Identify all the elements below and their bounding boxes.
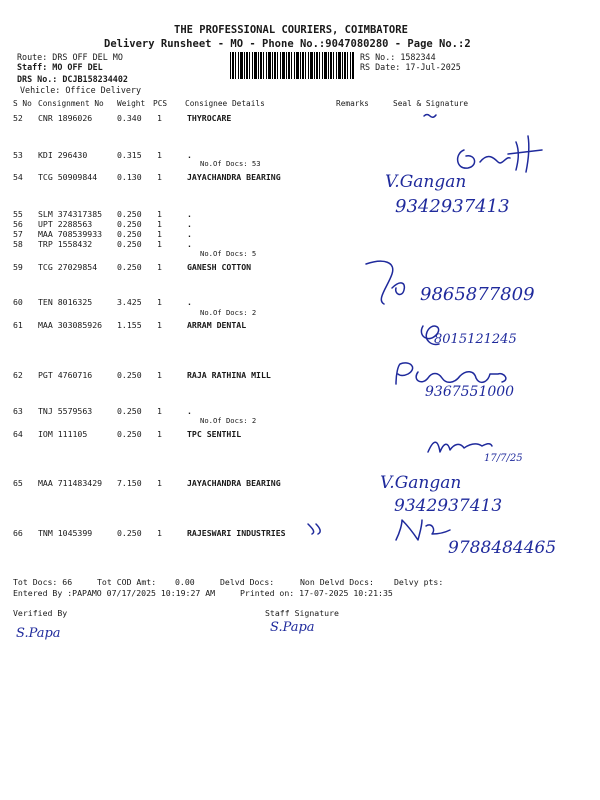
total-cod-label: Tot COD Amt: bbox=[97, 577, 157, 587]
row-pcs: 1 bbox=[157, 297, 162, 307]
row-pcs: 1 bbox=[157, 262, 162, 272]
row-sno: 62 bbox=[13, 370, 23, 380]
row-docs-count: No.Of Docs: 53 bbox=[200, 159, 261, 168]
row-sno: 65 bbox=[13, 478, 23, 488]
row-pcs: 1 bbox=[157, 229, 162, 239]
row-sno: 55 bbox=[13, 209, 23, 219]
delivered-docs: Delvd Docs: bbox=[220, 577, 275, 587]
row-sno: 59 bbox=[13, 262, 23, 272]
verified-by-label: Verified By bbox=[13, 608, 68, 618]
row-pcs: 1 bbox=[157, 239, 162, 249]
row-consignment: IOM 111105 bbox=[38, 429, 88, 439]
row-sno: 60 bbox=[13, 297, 23, 307]
row-docs-count: No.Of Docs: 2 bbox=[200, 308, 257, 317]
row-consignee: TPC SENTHIL bbox=[187, 429, 242, 439]
row-weight: 0.250 bbox=[117, 429, 142, 439]
row-consignment: TCG 50909844 bbox=[38, 172, 98, 182]
row-consignment: TCG 27029854 bbox=[38, 262, 98, 272]
verified-signature: S.Papa bbox=[16, 626, 61, 641]
handwritten-phone: 9788484465 bbox=[448, 538, 557, 558]
row-pcs: 1 bbox=[157, 429, 162, 439]
row-weight: 3.425 bbox=[117, 297, 142, 307]
row-consignee: THYROCARE bbox=[187, 113, 232, 123]
total-cod-amount: 0.00 bbox=[175, 577, 195, 587]
row-consignee: GANESH COTTON bbox=[187, 262, 252, 272]
row-consignee: ARRAM DENTAL bbox=[187, 320, 247, 330]
row-consignee: . bbox=[187, 239, 192, 249]
row-weight: 0.250 bbox=[117, 370, 142, 380]
signature-row-53 bbox=[450, 132, 560, 177]
row-sno: 53 bbox=[13, 150, 23, 160]
staff-signature: S.Papa bbox=[270, 620, 315, 635]
row-consignee: . bbox=[187, 297, 192, 307]
row-pcs: 1 bbox=[157, 150, 162, 160]
row-weight: 0.340 bbox=[117, 113, 142, 123]
col-remarks: Remarks bbox=[336, 99, 369, 108]
row-consignment: MAA 303085926 bbox=[38, 320, 103, 330]
row-weight: 0.250 bbox=[117, 262, 142, 272]
row-consignment: UPT 2288563 bbox=[38, 219, 93, 229]
row-weight: 0.250 bbox=[117, 406, 142, 416]
delivery-points: Delvy pts: bbox=[394, 577, 444, 587]
runsheet-subtitle: Delivery Runsheet - MO - Phone No.:9047080280 - Page No.:2 bbox=[104, 38, 471, 50]
handwritten-phone: 8015121245 bbox=[434, 332, 517, 347]
row-docs-count: No.Of Docs: 5 bbox=[200, 249, 257, 258]
row-pcs: 1 bbox=[157, 209, 162, 219]
row-docs-count: No.Of Docs: 2 bbox=[200, 416, 257, 425]
route-text: Route: DRS OFF DEL MO bbox=[17, 52, 123, 62]
row-weight: 0.250 bbox=[117, 229, 142, 239]
row-consignee: . bbox=[187, 150, 192, 160]
rs-number: RS No.: 1582344 bbox=[360, 52, 436, 62]
handwritten-date: 17/7/25 bbox=[484, 453, 523, 464]
row-weight: 7.150 bbox=[117, 478, 142, 488]
row-consignment: SLM 374317385 bbox=[38, 209, 103, 219]
row-pcs: 1 bbox=[157, 406, 162, 416]
row-sno: 52 bbox=[13, 113, 23, 123]
row-pcs: 1 bbox=[157, 478, 162, 488]
row-consignee: JAYACHANDRA BEARING bbox=[187, 478, 281, 488]
row-pcs: 1 bbox=[157, 320, 162, 330]
row-sno: 56 bbox=[13, 219, 23, 229]
barcode bbox=[230, 52, 354, 79]
handwritten-phone: 9367551000 bbox=[425, 384, 515, 400]
row-consignee: . bbox=[187, 406, 192, 416]
row-sno: 61 bbox=[13, 320, 23, 330]
row-weight: 0.250 bbox=[117, 528, 142, 538]
row-consignee: . bbox=[187, 229, 192, 239]
ink-mark bbox=[422, 112, 442, 122]
row-consignment: TRP 1558432 bbox=[38, 239, 93, 249]
handwritten-phone: 9342937413 bbox=[394, 496, 503, 516]
row-sno: 66 bbox=[13, 528, 23, 538]
handwritten-phone: 9865877809 bbox=[420, 284, 535, 305]
row-sno: 54 bbox=[13, 172, 23, 182]
row-pcs: 1 bbox=[157, 370, 162, 380]
row-pcs: 1 bbox=[157, 172, 162, 182]
entered-by: Entered By :PAPAMO 07/17/2025 10:19:27 AM bbox=[13, 588, 216, 598]
row-pcs: 1 bbox=[157, 219, 162, 229]
row-consignee: . bbox=[187, 219, 192, 229]
row-sno: 58 bbox=[13, 239, 23, 249]
row-weight: 0.250 bbox=[117, 219, 142, 229]
row-weight: 0.250 bbox=[117, 239, 142, 249]
company-title: THE PROFESSIONAL COURIERS, COIMBATORE bbox=[174, 24, 408, 36]
staff-signature-label: Staff Signature bbox=[265, 608, 339, 618]
row-consignee: RAJA RATHINA MILL bbox=[187, 370, 271, 380]
row-consignment: MAA 708539933 bbox=[38, 229, 103, 239]
row-consignment: PGT 4760716 bbox=[38, 370, 93, 380]
total-docs: Tot Docs: 66 bbox=[13, 577, 73, 587]
row-weight: 0.315 bbox=[117, 150, 142, 160]
ink-mark bbox=[306, 522, 326, 536]
row-consignment: MAA 711483429 bbox=[38, 478, 103, 488]
col-weight: Weight bbox=[117, 99, 146, 108]
col-consignment: Consignment No bbox=[38, 99, 104, 108]
row-weight: 0.250 bbox=[117, 209, 142, 219]
vehicle-text: Vehicle: Office Delivery bbox=[20, 85, 142, 95]
rs-date: RS Date: 17-Jul-2025 bbox=[360, 62, 461, 72]
row-pcs: 1 bbox=[157, 528, 162, 538]
col-consignee: Consignee Details bbox=[185, 99, 265, 108]
signature-row-66 bbox=[392, 516, 452, 542]
staff-text: Staff: MO OFF DEL bbox=[17, 62, 103, 72]
printed-on: Printed on: 17-07-2025 10:21:35 bbox=[240, 588, 393, 598]
row-consignee: JAYACHANDRA BEARING bbox=[187, 172, 281, 182]
non-delivered-docs: Non Delvd Docs: bbox=[300, 577, 374, 587]
handwritten-phone: 9342937413 bbox=[395, 196, 510, 217]
row-weight: 1.155 bbox=[117, 320, 142, 330]
row-consignee: RAJESWARI INDUSTRIES bbox=[187, 528, 286, 538]
row-consignment: TEN 8016325 bbox=[38, 297, 93, 307]
handwritten-name: V.Gangan bbox=[380, 473, 462, 493]
row-pcs: 1 bbox=[157, 113, 162, 123]
row-weight: 0.130 bbox=[117, 172, 142, 182]
row-sno: 63 bbox=[13, 406, 23, 416]
row-consignment: CNR 1896026 bbox=[38, 113, 93, 123]
row-consignee: . bbox=[187, 209, 192, 219]
row-consignment: KDI 296430 bbox=[38, 150, 88, 160]
row-consignment: TNJ 5579563 bbox=[38, 406, 93, 416]
col-sno: S No bbox=[13, 99, 32, 108]
drs-number: DRS No.: DCJB158234402 bbox=[17, 74, 128, 84]
handwritten-name: V.Gangan bbox=[385, 172, 467, 192]
col-seal-signature: Seal & Signature bbox=[393, 99, 469, 108]
row-sno: 64 bbox=[13, 429, 23, 439]
row-sno: 57 bbox=[13, 229, 23, 239]
col-pcs: PCS bbox=[153, 99, 168, 108]
row-consignment: TNM 1045399 bbox=[38, 528, 93, 538]
